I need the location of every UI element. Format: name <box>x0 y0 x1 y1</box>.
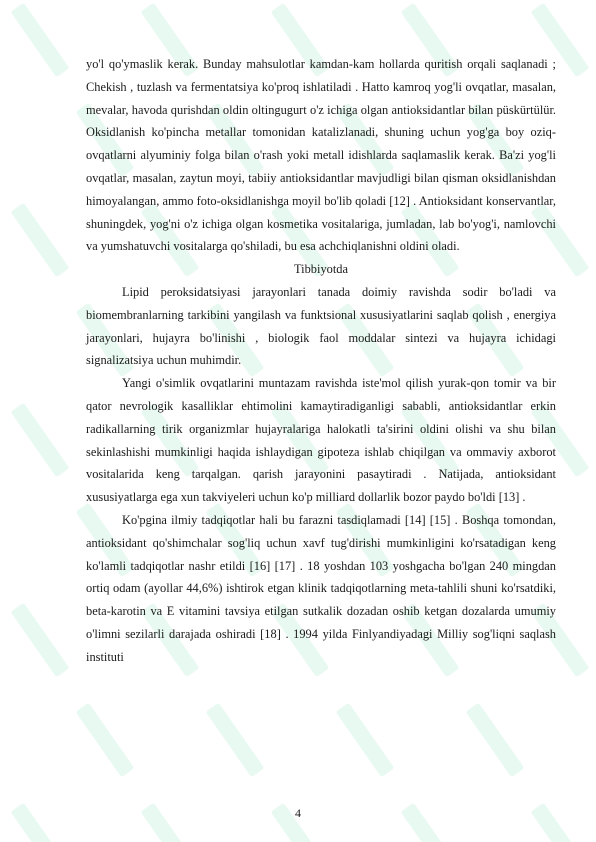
watermark-mark <box>336 703 395 778</box>
watermark-mark <box>206 703 265 778</box>
watermark-mark <box>466 703 525 778</box>
watermark-mark <box>76 703 135 778</box>
page-number: 4 <box>295 806 301 820</box>
paragraph-lipid-peroxidation: Lipid peroksidatsiyasi jarayonlari tanada doimiy ravishda sodir bo'ladi va biomembranlarning tarkibini yangilash va funktsional xususiyatlarini saqlab qolish , energiya jarayonlari, hujayra bo'linishi , biologik faol moddalar sintezi va hujayra ichidagi signalizatsiya uchun muhimdir. <box>86 284 556 368</box>
watermark-mark <box>11 603 70 678</box>
watermark-mark <box>11 403 70 478</box>
body-text <box>86 53 556 669</box>
watermark-mark <box>11 3 70 78</box>
section-heading: Tibbiyotda <box>294 262 348 277</box>
watermark-mark <box>11 203 70 278</box>
paragraph-research-findings: Ko'pgina ilmiy tadqiqotlar hali bu farazni tasdiqlamadi [14] [15] . Boshqa tomondan, antioksidant qo'shimchalar sog'liq uchun xavf tug'dirishi mumkinligini ko'rsatadigan keng ko'lamli tadqiqotlar nashr etildi [16] [17] . 18 yoshdan 103 yoshgacha bo'lgan 240 mingdan ortiq odam (ayollar 44,6%) ishtirok etgan klinik tadqiqotlarning meta-tahlili shuni ko'rsatdiki, beta-karotin va E vitamini tavsiya etilgan sutkalik dozadan oshib ketgan dozalarda umumiy o'limni sezilarli darajada oshiradi [18] . 1994 yilda Finlyandiyadagi Milliy sog'liqni saqlash instituti <box>86 512 556 664</box>
paragraph-antioxidant-hypothesis: Yangi o'simlik ovqatlarini muntazam ravishda iste'mol qilish yurak-qon tomir va bir qator nevrologik kasalliklar ehtimolini kamaytiradiganligi sababli, antioksidantlar erkin radikallarning tirik organizmlar hujayralariga halokatli ta'sirini oldini olishi va shu bilan sekinlashishi mumkinligi haqida ishlaydigan gipoteza ishlab chiqilgan va ommaviy axborot vositalarida keng tarqalgan. qarish jarayonini pasaytiradi . Natijada, antioksidant xususiyatlarga ega xun takviyeleri uchun ko'p milliard dollarlik bozor paydo bo'ldi [13] . <box>86 376 556 505</box>
paragraph-food-storage: yo'l qo'ymaslik kerak. Bunday mahsulotlar kamdan-kam hollarda quritish orqali saqlanadi ; Chekish , tuzlash va fermentatsiya ko'proq ishlatiladi . Hatto kamroq yog'li ovqatlar, masalan, mevalar, havoda qurishdan oldin oltingugurt o'z ichiga olgan antioksidantlar bilan püskürtülür. Oksidlanish ko'pincha metallar tomonidan katalizlanadi, shuning uchun yog'ga boy oziq-ovqatlarni alyuminiy folga bilan o'rash yoki metall idishlarda saqlamaslik kerak. Ba'zi yog'li ovqatlar, masalan, zaytun moyi, tabiiy antioksidantlar mavjudligi bilan qisman oksidlanishdan himoyalangan, ammo foto-oksidlanishga moyil bo'lib qoladi [12] . Antioksidant konservantlar, shuningdek, yog'ni o'z ichiga olgan kosmetika vositalariga, jumladan, lab bo'yog'i, namlovchi va yumshatuvchi vositalarga qo'shiladi, bu esa achchiqlanishni oldini oladi. <box>86 57 556 254</box>
